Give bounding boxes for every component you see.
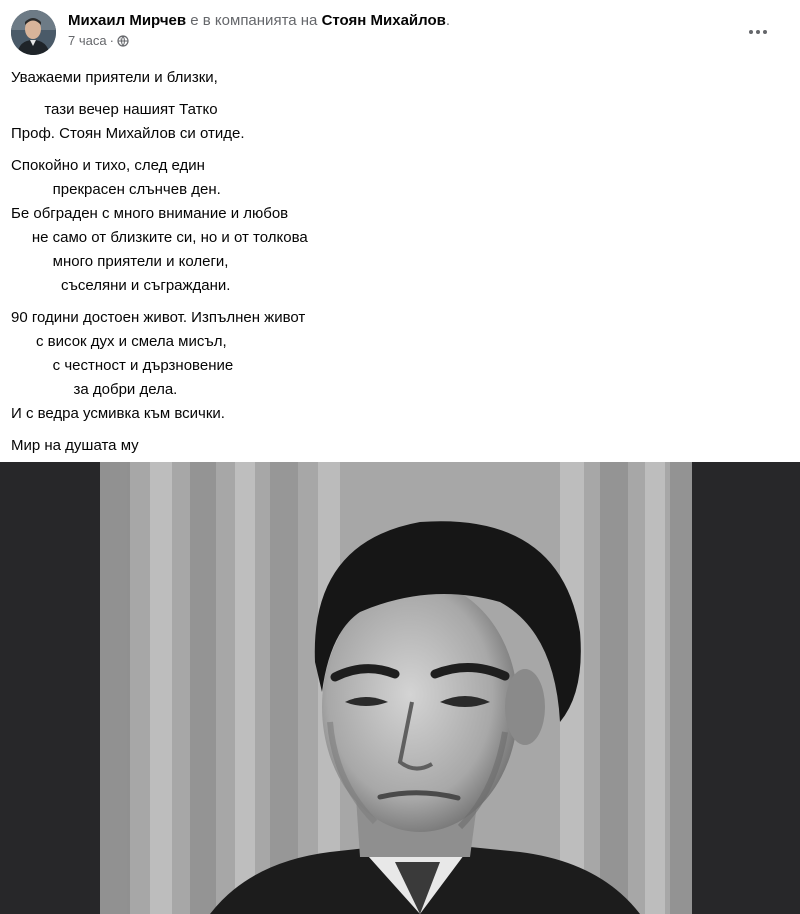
text-line: Бе обграден с много внимание и любов <box>11 205 289 222</box>
post-message <box>11 66 781 458</box>
text-line: не само от близките си, но и от толкова <box>11 229 308 246</box>
text-line: И с ведра усмивка към всички. <box>11 405 225 422</box>
post-timestamp[interactable]: 7 часа <box>68 33 107 48</box>
text-line: прекрасен слънчев ден. <box>11 181 221 198</box>
post-meta <box>68 33 129 49</box>
tagged-suffix: . <box>445 12 451 29</box>
globe-icon <box>117 35 129 47</box>
text-line: Мир на душата му <box>11 437 139 454</box>
more-options-icon[interactable] <box>738 14 778 50</box>
author-line <box>68 11 450 31</box>
text-line: Проф. Стоян Михайлов си отиде. <box>11 125 245 142</box>
with-text: е в компанията на <box>190 12 318 29</box>
post-header <box>0 0 800 60</box>
text-line: за добри дела. <box>11 381 178 398</box>
text-line: с висок дух и смела мисъл, <box>11 333 227 350</box>
text-line: Спокойно и тихо, след един <box>11 157 205 174</box>
author-name-link[interactable]: Михаил Мирчев <box>68 12 187 29</box>
tagged-person-link[interactable]: Стоян Михайлов <box>321 12 446 29</box>
post-photo[interactable] <box>0 462 800 914</box>
text-line: 90 години достоен живот. Изпълнен живот <box>11 309 306 326</box>
author-avatar[interactable] <box>11 10 56 55</box>
text-line: тази вечер нашият Татко <box>11 101 218 118</box>
meta-separator: · <box>109 33 114 48</box>
text-line: много приятели и колеги, <box>11 253 229 270</box>
black-and-white-portrait-photo <box>0 462 800 914</box>
text-line: Уважаеми приятели и близки, <box>11 69 218 86</box>
text-line: съселяни и съграждани. <box>11 277 231 294</box>
text-line: с честност и дързновение <box>11 357 234 374</box>
